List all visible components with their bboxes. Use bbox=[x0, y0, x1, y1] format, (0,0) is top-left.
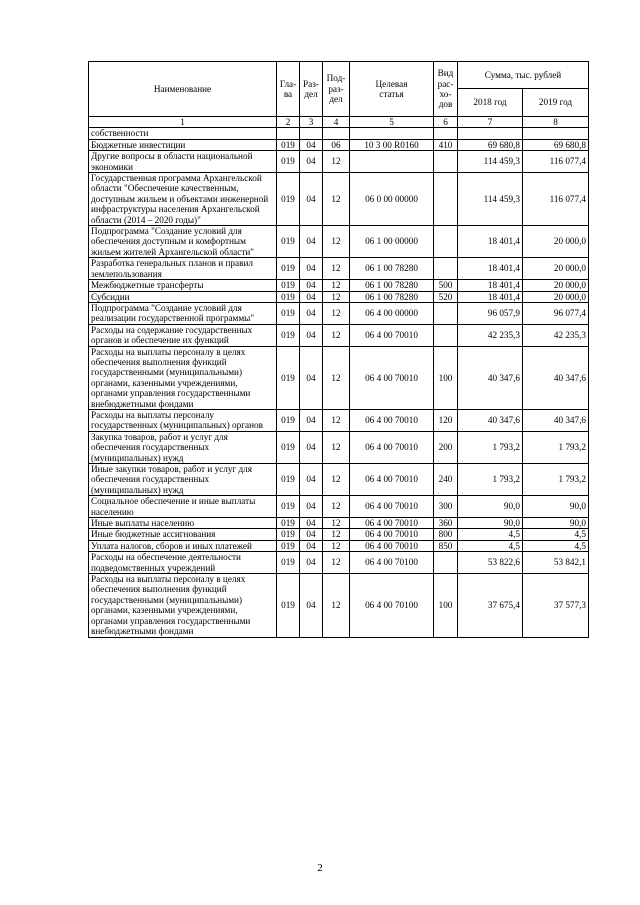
row-chapter: 019 bbox=[277, 540, 300, 551]
table-row bbox=[89, 151, 589, 173]
row-section: 04 bbox=[300, 173, 323, 226]
row-chapter: 019 bbox=[277, 464, 300, 496]
header-section: Раз- дел bbox=[300, 62, 323, 117]
row-sum-2018 bbox=[458, 128, 523, 139]
row-name: Разработка генеральных планов и правил землепользования bbox=[89, 258, 277, 280]
row-target: 06 4 00 70010 bbox=[350, 431, 434, 463]
row-name: Расходы на выплаты персоналу государственных (муниципальных) органов bbox=[89, 409, 277, 431]
row-sum-2019: 20 000,0 bbox=[523, 291, 589, 302]
header-chapter: Гла- ва bbox=[277, 62, 300, 117]
row-subsection: 12 bbox=[323, 574, 350, 637]
row-chapter bbox=[277, 128, 300, 139]
row-expense-type: 100 bbox=[434, 346, 458, 409]
row-expense-type: 800 bbox=[434, 529, 458, 540]
row-section: 04 bbox=[300, 409, 323, 431]
row-chapter: 019 bbox=[277, 574, 300, 637]
row-expense-type bbox=[434, 552, 458, 574]
row-sum-2019: 1 793,2 bbox=[523, 431, 589, 463]
row-sum-2018: 4,5 bbox=[458, 529, 523, 540]
table-row bbox=[89, 346, 589, 409]
row-section: 04 bbox=[300, 496, 323, 518]
row-sum-2019: 42 235,3 bbox=[523, 324, 589, 346]
row-chapter: 019 bbox=[277, 346, 300, 409]
row-sum-2019: 90,0 bbox=[523, 496, 589, 518]
row-chapter: 019 bbox=[277, 431, 300, 463]
table-row bbox=[89, 496, 589, 518]
row-target: 06 4 00 70100 bbox=[350, 574, 434, 637]
table-body bbox=[89, 128, 589, 637]
row-sum-2018: 114 459,3 bbox=[458, 173, 523, 226]
row-name: Иные закупки товаров, работ и услуг для обеспечения государственных (муниципальных) нужд bbox=[89, 464, 277, 496]
row-name: Подпрограмма "Создание условий для обеспечения доступным и комфортным жильем жителей Архангельской области" bbox=[89, 226, 277, 258]
row-expense-type: 360 bbox=[434, 518, 458, 529]
table-row bbox=[89, 139, 589, 150]
row-target: 06 1 00 78280 bbox=[350, 280, 434, 291]
column-number-row bbox=[89, 117, 589, 128]
row-sum-2018: 1 793,2 bbox=[458, 431, 523, 463]
row-sum-2019: 69 680,8 bbox=[523, 139, 589, 150]
row-subsection: 12 bbox=[323, 540, 350, 551]
column-number: 1 bbox=[89, 117, 277, 128]
row-sum-2019: 1 793,2 bbox=[523, 464, 589, 496]
row-sum-2018: 53 822,6 bbox=[458, 552, 523, 574]
row-subsection: 12 bbox=[323, 431, 350, 463]
row-chapter: 019 bbox=[277, 496, 300, 518]
row-target: 06 4 00 70010 bbox=[350, 464, 434, 496]
row-subsection: 12 bbox=[323, 302, 350, 324]
row-section: 04 bbox=[300, 258, 323, 280]
row-target: 06 4 00 00000 bbox=[350, 302, 434, 324]
row-target: 06 4 00 70010 bbox=[350, 518, 434, 529]
table-row bbox=[89, 258, 589, 280]
row-chapter: 019 bbox=[277, 529, 300, 540]
row-subsection: 12 bbox=[323, 552, 350, 574]
row-subsection: 12 bbox=[323, 280, 350, 291]
row-expense-type: 240 bbox=[434, 464, 458, 496]
row-chapter: 019 bbox=[277, 226, 300, 258]
row-subsection: 12 bbox=[323, 409, 350, 431]
row-sum-2019: 116 077,4 bbox=[523, 151, 589, 173]
row-sum-2019: 116 077,4 bbox=[523, 173, 589, 226]
row-chapter: 019 bbox=[277, 139, 300, 150]
row-expense-type bbox=[434, 128, 458, 139]
row-expense-type: 120 bbox=[434, 409, 458, 431]
row-expense-type: 410 bbox=[434, 139, 458, 150]
table-row bbox=[89, 324, 589, 346]
header-year-2018: 2018 год bbox=[458, 89, 523, 117]
row-name: Государственная программа Архангельской области "Обеспечение качественным, доступным жильем и объектами инженерной инфраструктуры населения Архангельской области (2014 – 2020 годы)" bbox=[89, 173, 277, 226]
column-number: 4 bbox=[323, 117, 350, 128]
row-sum-2018: 90,0 bbox=[458, 518, 523, 529]
row-chapter: 019 bbox=[277, 280, 300, 291]
table-row bbox=[89, 173, 589, 226]
row-sum-2019: 20 000,0 bbox=[523, 280, 589, 291]
row-subsection: 12 bbox=[323, 346, 350, 409]
row-subsection bbox=[323, 128, 350, 139]
row-target: 06 1 00 78280 bbox=[350, 258, 434, 280]
row-section: 04 bbox=[300, 324, 323, 346]
row-section: 04 bbox=[300, 574, 323, 637]
row-sum-2019: 20 000,0 bbox=[523, 258, 589, 280]
row-expense-type bbox=[434, 302, 458, 324]
row-sum-2019: 37 577,3 bbox=[523, 574, 589, 637]
row-subsection: 12 bbox=[323, 496, 350, 518]
row-sum-2019: 40 347,6 bbox=[523, 409, 589, 431]
row-section: 04 bbox=[300, 280, 323, 291]
table-row bbox=[89, 280, 589, 291]
row-subsection: 12 bbox=[323, 173, 350, 226]
row-expense-type bbox=[434, 258, 458, 280]
row-chapter: 019 bbox=[277, 324, 300, 346]
table-row bbox=[89, 409, 589, 431]
row-chapter: 019 bbox=[277, 151, 300, 173]
row-sum-2018: 40 347,6 bbox=[458, 409, 523, 431]
row-section: 04 bbox=[300, 529, 323, 540]
row-sum-2019: 4,5 bbox=[523, 540, 589, 551]
row-sum-2019: 96 077,4 bbox=[523, 302, 589, 324]
page-number: 2 bbox=[317, 862, 323, 874]
row-target: 06 4 00 70010 bbox=[350, 346, 434, 409]
row-chapter: 019 bbox=[277, 409, 300, 431]
header-name: Наименование bbox=[89, 62, 277, 117]
row-name: Уплата налогов, сборов и иных платежей bbox=[89, 540, 277, 551]
table-row bbox=[89, 529, 589, 540]
row-name: Расходы на содержание государственных органов и обеспечение их функций bbox=[89, 324, 277, 346]
row-target: 06 4 00 70010 bbox=[350, 409, 434, 431]
row-name: Межбюджетные трансферты bbox=[89, 280, 277, 291]
row-target: 06 4 00 70100 bbox=[350, 552, 434, 574]
column-number: 7 bbox=[458, 117, 523, 128]
header-subsection: Под- раз- дел bbox=[323, 62, 350, 117]
row-section: 04 bbox=[300, 552, 323, 574]
row-expense-type bbox=[434, 173, 458, 226]
column-number: 5 bbox=[350, 117, 434, 128]
row-chapter: 019 bbox=[277, 552, 300, 574]
row-section: 04 bbox=[300, 226, 323, 258]
header-target: Целевая статья bbox=[350, 62, 434, 117]
row-subsection: 12 bbox=[323, 529, 350, 540]
row-subsection: 12 bbox=[323, 518, 350, 529]
row-sum-2018: 90,0 bbox=[458, 496, 523, 518]
row-target: 10 3 00 R0160 bbox=[350, 139, 434, 150]
row-target: 06 0 00 00000 bbox=[350, 173, 434, 226]
row-target: 06 1 00 78280 bbox=[350, 291, 434, 302]
row-section: 04 bbox=[300, 302, 323, 324]
row-name: собственности bbox=[89, 128, 277, 139]
row-name: Другие вопросы в области национальной экономики bbox=[89, 151, 277, 173]
row-name: Иные выплаты населению bbox=[89, 518, 277, 529]
header-year-2019: 2019 год bbox=[523, 89, 589, 117]
row-expense-type: 300 bbox=[434, 496, 458, 518]
row-sum-2019: 53 842,1 bbox=[523, 552, 589, 574]
row-sum-2018: 37 675,4 bbox=[458, 574, 523, 637]
row-subsection: 12 bbox=[323, 324, 350, 346]
row-chapter: 019 bbox=[277, 291, 300, 302]
table-row bbox=[89, 464, 589, 496]
row-chapter: 019 bbox=[277, 173, 300, 226]
row-sum-2018: 96 057,9 bbox=[458, 302, 523, 324]
table-row bbox=[89, 540, 589, 551]
row-section bbox=[300, 128, 323, 139]
row-name: Подпрограмма "Создание условий для реализации государственной программы" bbox=[89, 302, 277, 324]
row-target: 06 4 00 70010 bbox=[350, 540, 434, 551]
row-sum-2019 bbox=[523, 128, 589, 139]
row-name: Иные бюджетные ассигнования bbox=[89, 529, 277, 540]
row-sum-2018: 69 680,8 bbox=[458, 139, 523, 150]
row-name: Расходы на выплаты персоналу в целях обеспечения выполнения функций государственными (муниципальными) органами, казенными учреждениями, органами управления государственными внебюджетными фондами bbox=[89, 574, 277, 637]
row-section: 04 bbox=[300, 291, 323, 302]
table-row bbox=[89, 518, 589, 529]
row-sum-2018: 18 401,4 bbox=[458, 226, 523, 258]
budget-table bbox=[88, 61, 589, 638]
row-expense-type: 520 bbox=[434, 291, 458, 302]
row-target: 06 4 00 70010 bbox=[350, 324, 434, 346]
row-section: 04 bbox=[300, 431, 323, 463]
row-sum-2018: 18 401,4 bbox=[458, 291, 523, 302]
row-target bbox=[350, 151, 434, 173]
row-subsection: 12 bbox=[323, 258, 350, 280]
table-row bbox=[89, 431, 589, 463]
row-sum-2018: 40 347,6 bbox=[458, 346, 523, 409]
row-sum-2018: 114 459,3 bbox=[458, 151, 523, 173]
row-expense-type: 200 bbox=[434, 431, 458, 463]
row-target: 06 4 00 70010 bbox=[350, 529, 434, 540]
table-row bbox=[89, 302, 589, 324]
header-expense-type: Вид рас- хо- дов bbox=[434, 62, 458, 117]
row-sum-2018: 42 235,3 bbox=[458, 324, 523, 346]
column-number: 6 bbox=[434, 117, 458, 128]
row-expense-type: 100 bbox=[434, 574, 458, 637]
row-expense-type bbox=[434, 151, 458, 173]
row-chapter: 019 bbox=[277, 518, 300, 529]
row-expense-type: 500 bbox=[434, 280, 458, 291]
row-subsection: 12 bbox=[323, 464, 350, 496]
column-number: 8 bbox=[523, 117, 589, 128]
row-expense-type: 850 bbox=[434, 540, 458, 551]
column-number: 2 bbox=[277, 117, 300, 128]
row-expense-type bbox=[434, 226, 458, 258]
row-section: 04 bbox=[300, 518, 323, 529]
row-sum-2019: 90,0 bbox=[523, 518, 589, 529]
row-name: Бюджетные инвестиции bbox=[89, 139, 277, 150]
table-row bbox=[89, 128, 589, 139]
row-target: 06 1 00 00000 bbox=[350, 226, 434, 258]
row-chapter: 019 bbox=[277, 302, 300, 324]
row-name: Закупка товаров, работ и услуг для обеспечения государственных (муниципальных) нужд bbox=[89, 431, 277, 463]
table-row bbox=[89, 552, 589, 574]
row-sum-2018: 18 401,4 bbox=[458, 258, 523, 280]
row-section: 04 bbox=[300, 139, 323, 150]
row-name: Субсидии bbox=[89, 291, 277, 302]
row-name: Расходы на обеспечение деятельности подведомственных учреждений bbox=[89, 552, 277, 574]
row-name: Социальное обеспечение и иные выплаты населению bbox=[89, 496, 277, 518]
row-section: 04 bbox=[300, 540, 323, 551]
table-row bbox=[89, 574, 589, 637]
row-target bbox=[350, 128, 434, 139]
row-subsection: 12 bbox=[323, 151, 350, 173]
table-row bbox=[89, 291, 589, 302]
row-sum-2018: 18 401,4 bbox=[458, 280, 523, 291]
row-expense-type bbox=[434, 324, 458, 346]
header-sum: Сумма, тыс. рублей bbox=[458, 62, 589, 89]
row-sum-2019: 20 000,0 bbox=[523, 226, 589, 258]
row-sum-2019: 4,5 bbox=[523, 529, 589, 540]
row-chapter: 019 bbox=[277, 258, 300, 280]
row-subsection: 12 bbox=[323, 226, 350, 258]
row-sum-2019: 40 347,6 bbox=[523, 346, 589, 409]
row-subsection: 12 bbox=[323, 291, 350, 302]
row-section: 04 bbox=[300, 151, 323, 173]
row-target: 06 4 00 70010 bbox=[350, 496, 434, 518]
table-row bbox=[89, 226, 589, 258]
row-name: Расходы на выплаты персоналу в целях обеспечения выполнения функций государственными (муниципальными) органами, казенными учреждениями, органами управления государственными внебюджетными фондами bbox=[89, 346, 277, 409]
column-number: 3 bbox=[300, 117, 323, 128]
row-subsection: 06 bbox=[323, 139, 350, 150]
row-sum-2018: 4,5 bbox=[458, 540, 523, 551]
row-section: 04 bbox=[300, 464, 323, 496]
row-section: 04 bbox=[300, 346, 323, 409]
row-sum-2018: 1 793,2 bbox=[458, 464, 523, 496]
